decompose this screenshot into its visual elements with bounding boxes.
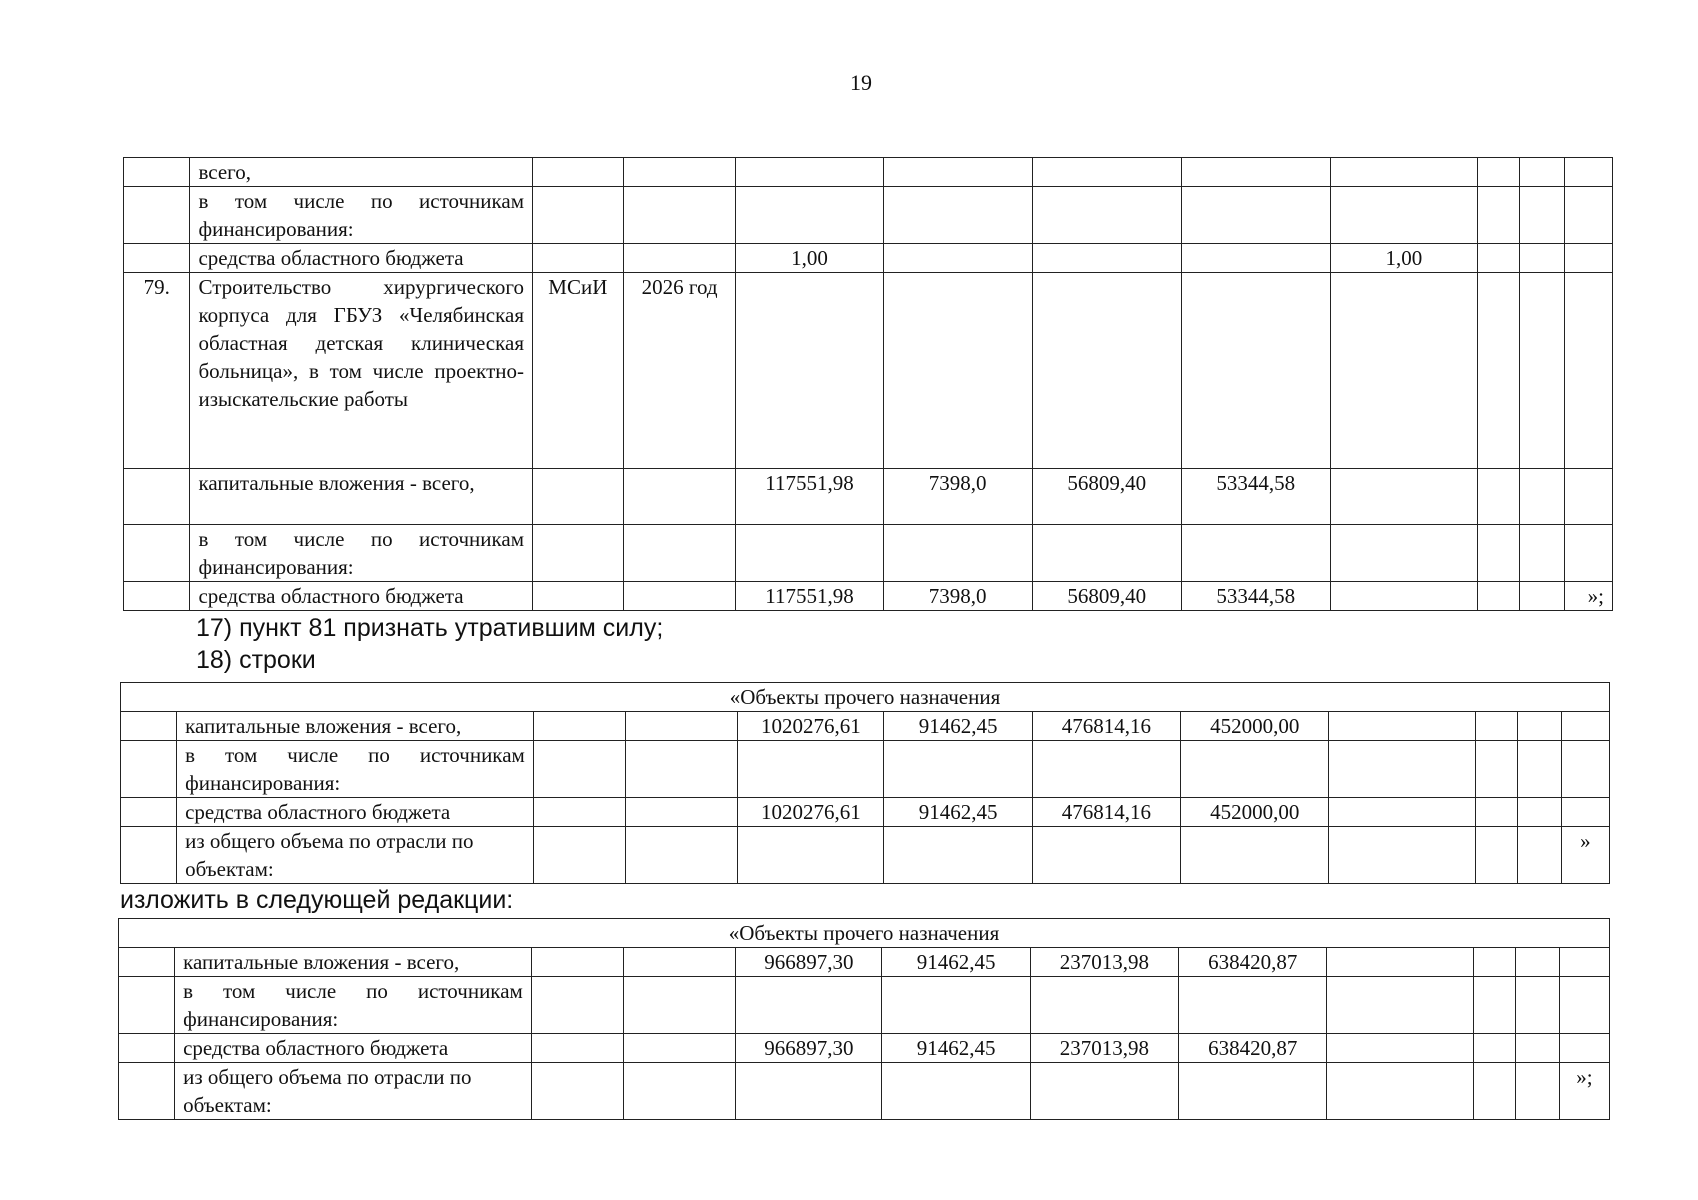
table-new-rows	[118, 918, 1610, 1120]
table-row	[124, 244, 1613, 273]
cell-value: 237013,98	[1030, 1034, 1178, 1063]
table-row	[121, 712, 1610, 741]
cell-value: 476814,16	[1032, 798, 1180, 827]
table-row	[119, 1063, 1610, 1120]
table-row	[119, 977, 1610, 1034]
cell-value: 638420,87	[1179, 948, 1327, 977]
table-old-rows	[120, 682, 1610, 884]
cell-value: 91462,45	[882, 1034, 1030, 1063]
section-title: «Объекты прочего назначения	[119, 919, 1610, 948]
row-label: из общего объема по отрасли по объектам:	[177, 827, 534, 884]
cell-value: 966897,30	[736, 1034, 882, 1063]
table-row	[124, 187, 1613, 244]
cell-value: 117551,98	[736, 469, 883, 525]
cell-value: 1,00	[1330, 244, 1477, 273]
row-label: средства областного бюджета	[175, 1034, 532, 1063]
table-row	[124, 158, 1613, 187]
table-row	[121, 827, 1610, 884]
cell-value: 53344,58	[1181, 469, 1330, 525]
table-row	[121, 741, 1610, 798]
paragraph-edit: изложить в следующей редакции:	[120, 886, 514, 914]
table-row	[119, 948, 1610, 977]
row-label: в том числе по источникам финансирования:	[190, 187, 533, 244]
table-header-row	[121, 683, 1610, 712]
table-row	[121, 798, 1610, 827]
cell-value: 476814,16	[1032, 712, 1180, 741]
period: 2026 год	[623, 273, 736, 469]
cell-value: 56809,40	[1032, 582, 1181, 611]
cell-value: 91462,45	[884, 712, 1032, 741]
row-label: из общего объема по отрасли по объектам:	[175, 1063, 532, 1120]
row-label: всего,	[190, 158, 533, 187]
row-label: средства областного бюджета	[177, 798, 534, 827]
table-row	[124, 582, 1613, 611]
closing-quote: »;	[1564, 582, 1612, 611]
row-label: капитальные вложения - всего,	[190, 469, 533, 525]
closing-quote: »;	[1559, 1063, 1609, 1120]
paragraph-18: 18) строки	[196, 646, 316, 674]
page-number: 19	[850, 70, 872, 95]
section-title: «Объекты прочего назначения	[121, 683, 1610, 712]
cell-value: 117551,98	[736, 582, 883, 611]
row-label: в том числе по источникам финансирования:	[175, 977, 532, 1034]
table-row	[124, 525, 1613, 582]
cell-value: 56809,40	[1032, 469, 1181, 525]
cell-value: 237013,98	[1030, 948, 1178, 977]
cell-value: 1,00	[736, 244, 883, 273]
cell-value: 1020276,61	[738, 798, 884, 827]
table-row	[119, 1034, 1610, 1063]
cell-value: 966897,30	[736, 948, 882, 977]
row-label: средства областного бюджета	[190, 244, 533, 273]
row-label: капитальные вложения - всего,	[175, 948, 532, 977]
row-label: капитальные вложения - всего,	[177, 712, 534, 741]
row-label: Строительство хирургического корпуса для ГБУЗ «Челябинская областная детская клиническая больница», в том числе проектно-изыскательские работы	[190, 273, 533, 469]
table-header-row	[119, 919, 1610, 948]
table-row	[124, 273, 1613, 469]
table-object-79	[123, 157, 1613, 611]
paragraph-17: 17) пункт 81 признать утратившим силу;	[196, 614, 664, 642]
cell-value: 638420,87	[1179, 1034, 1327, 1063]
cell-value: 53344,58	[1181, 582, 1330, 611]
cell-value: 452000,00	[1181, 798, 1329, 827]
row-number: 79.	[124, 273, 190, 469]
closing-quote: »	[1561, 827, 1609, 884]
cell-value: 452000,00	[1181, 712, 1329, 741]
cell-value: 1020276,61	[738, 712, 884, 741]
row-label: средства областного бюджета	[190, 582, 533, 611]
table-row	[124, 469, 1613, 525]
row-label: в том числе по источникам финансирования:	[177, 741, 534, 798]
cell-value: 91462,45	[882, 948, 1030, 977]
cell-value: 7398,0	[883, 582, 1032, 611]
cell-value: 91462,45	[884, 798, 1032, 827]
row-label: в том числе по источникам финансирования:	[190, 525, 533, 582]
responsible: МСиИ	[533, 273, 624, 469]
cell-value: 7398,0	[883, 469, 1032, 525]
